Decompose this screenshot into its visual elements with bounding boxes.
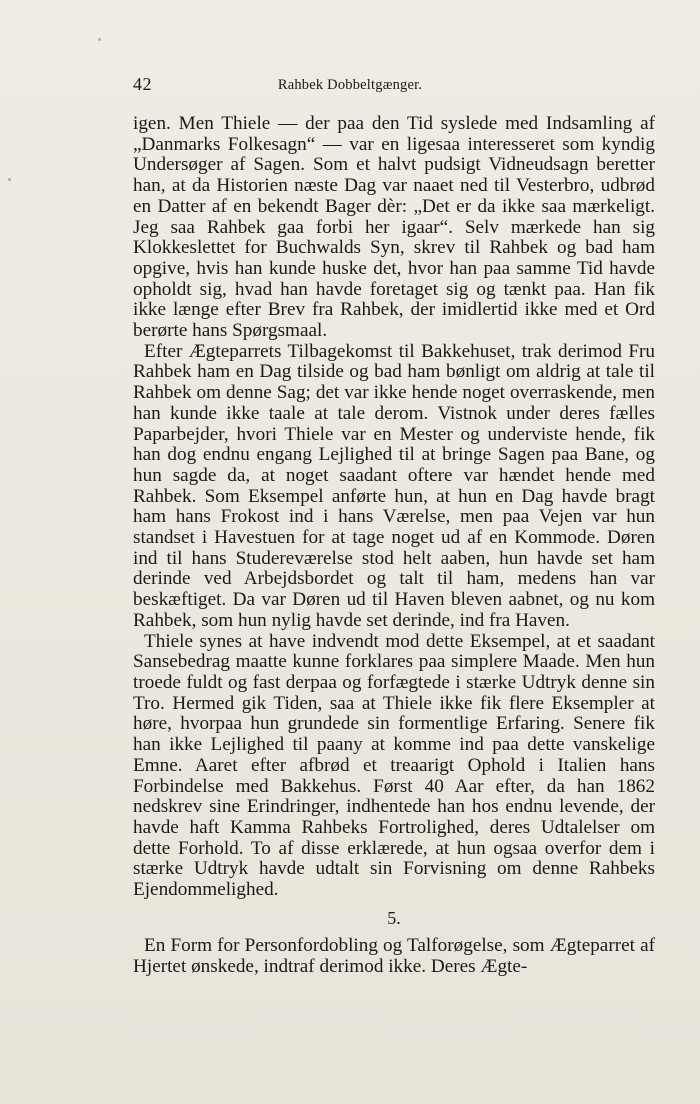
paper-speck	[8, 178, 11, 181]
paragraph: Thiele synes at have indvendt mod dette Eksempel, at et saadant Sansebedrag maatte kunne forklares paa simplere Maade. Men hun troede fuldt og fast derpaa og forfægtede i stærke Udtryk denne sin Tro. Hermed gik Tiden, saa at Thiele ikke fik flere Eksempler at høre, hvorpaa hun grundede sin formentlige Erfaring. Senere fik han ikke Lejlighed til paany at komme ind paa dette vanskelige Emne. Aaret efter afbrød et treaarigt Ophold i Italien hans Forbindelse med Bakkehus. Først 40 Aar efter, da han 1862 nedskrev sine Erindringer, indhentede han hos endnu levende, der havde haft Kamma Rahbeks Fortrolighed, deres Udtalelser om dette Forhold. To af disse erklærede, at hun ogsaa overfor dem i stærke Udtryk havde udtalt sin Forvisning om denne Rahbeks Ejendommelighed.	[133, 630, 655, 901]
paragraph: En Form for Personfordobling og Talforøgelse, som Ægteparret af Hjertet ønskede, indtraf derimod ikke. Deres Ægte-	[133, 935, 655, 977]
body-text	[133, 114, 655, 901]
section-number: 5.	[387, 908, 401, 928]
page-header	[133, 74, 567, 98]
running-head: Rahbek Dobbeltgænger.	[277, 77, 423, 93]
paragraph: igen. Men Thiele — der paa den Tid syslede med Indsamling af „Danmarks Folkesagn“ — var en ligesaa interesseret som kyndig Undersøger af Sagen. Som et halvt pudsigt Vidneudsagn beretter han, at da Historien næste Dag var naaet ned til Vesterbro, udbrød en Datter af en bekendt Bager dèr: „Det er da ikke saa mærkeligt. Jeg saa Rahbek gaa forbi her igaar“. Selv mærkede han sig Klokkeslettet for Buchwalds Syn, skrev til Rahbek og bad ham opgive, hvis han kunde huske det, hvor han paa samme Tid havde opholdt sig, hvad han havde foretaget sig og tænkt paa. Han fik ikke længe efter Brev fra Rahbek, der imidlertid ikke med et Ord berørte hans Spørgsmaal.	[133, 113, 655, 342]
page-number: 42	[133, 74, 152, 94]
paragraph: Efter Ægteparrets Tilbagekomst til Bakkehuset, trak derimod Fru Rahbek ham en Dag tilside og bad ham bønligt om aldrig at tale til Rahbek om denne Sag; det var ikke hende noget overraskende, men han kunde ikke taale at tale derom. Vistnok under deres fælles Paparbejder, hvori Thiele var en Mester og underviste hende, fik han dog endnu engang Lejlighed til at bringe Sagen paa Bane, og hun sagde da, at noget saadant oftere var hændet hende med Rahbek. Som Eksempel anførte hun, at hun en Dag havde bragt ham hans Frokost ind i hans Værelse, men paa Vejen var hun standset i Havestuen for at tage noget ud af en Kommode. Døren ind til hans Studereværelse stod helt aaben, hun havde set ham derinde ved Arbejdsbordet og talt til ham, medens han var beskæftiget. Da var Døren ud til Haven bleven aabnet, og nu kom Rahbek, som hun nylig havde set derinde, ind fra Haven.	[133, 340, 655, 631]
section-text	[133, 936, 655, 977]
paper-speck	[98, 38, 101, 41]
